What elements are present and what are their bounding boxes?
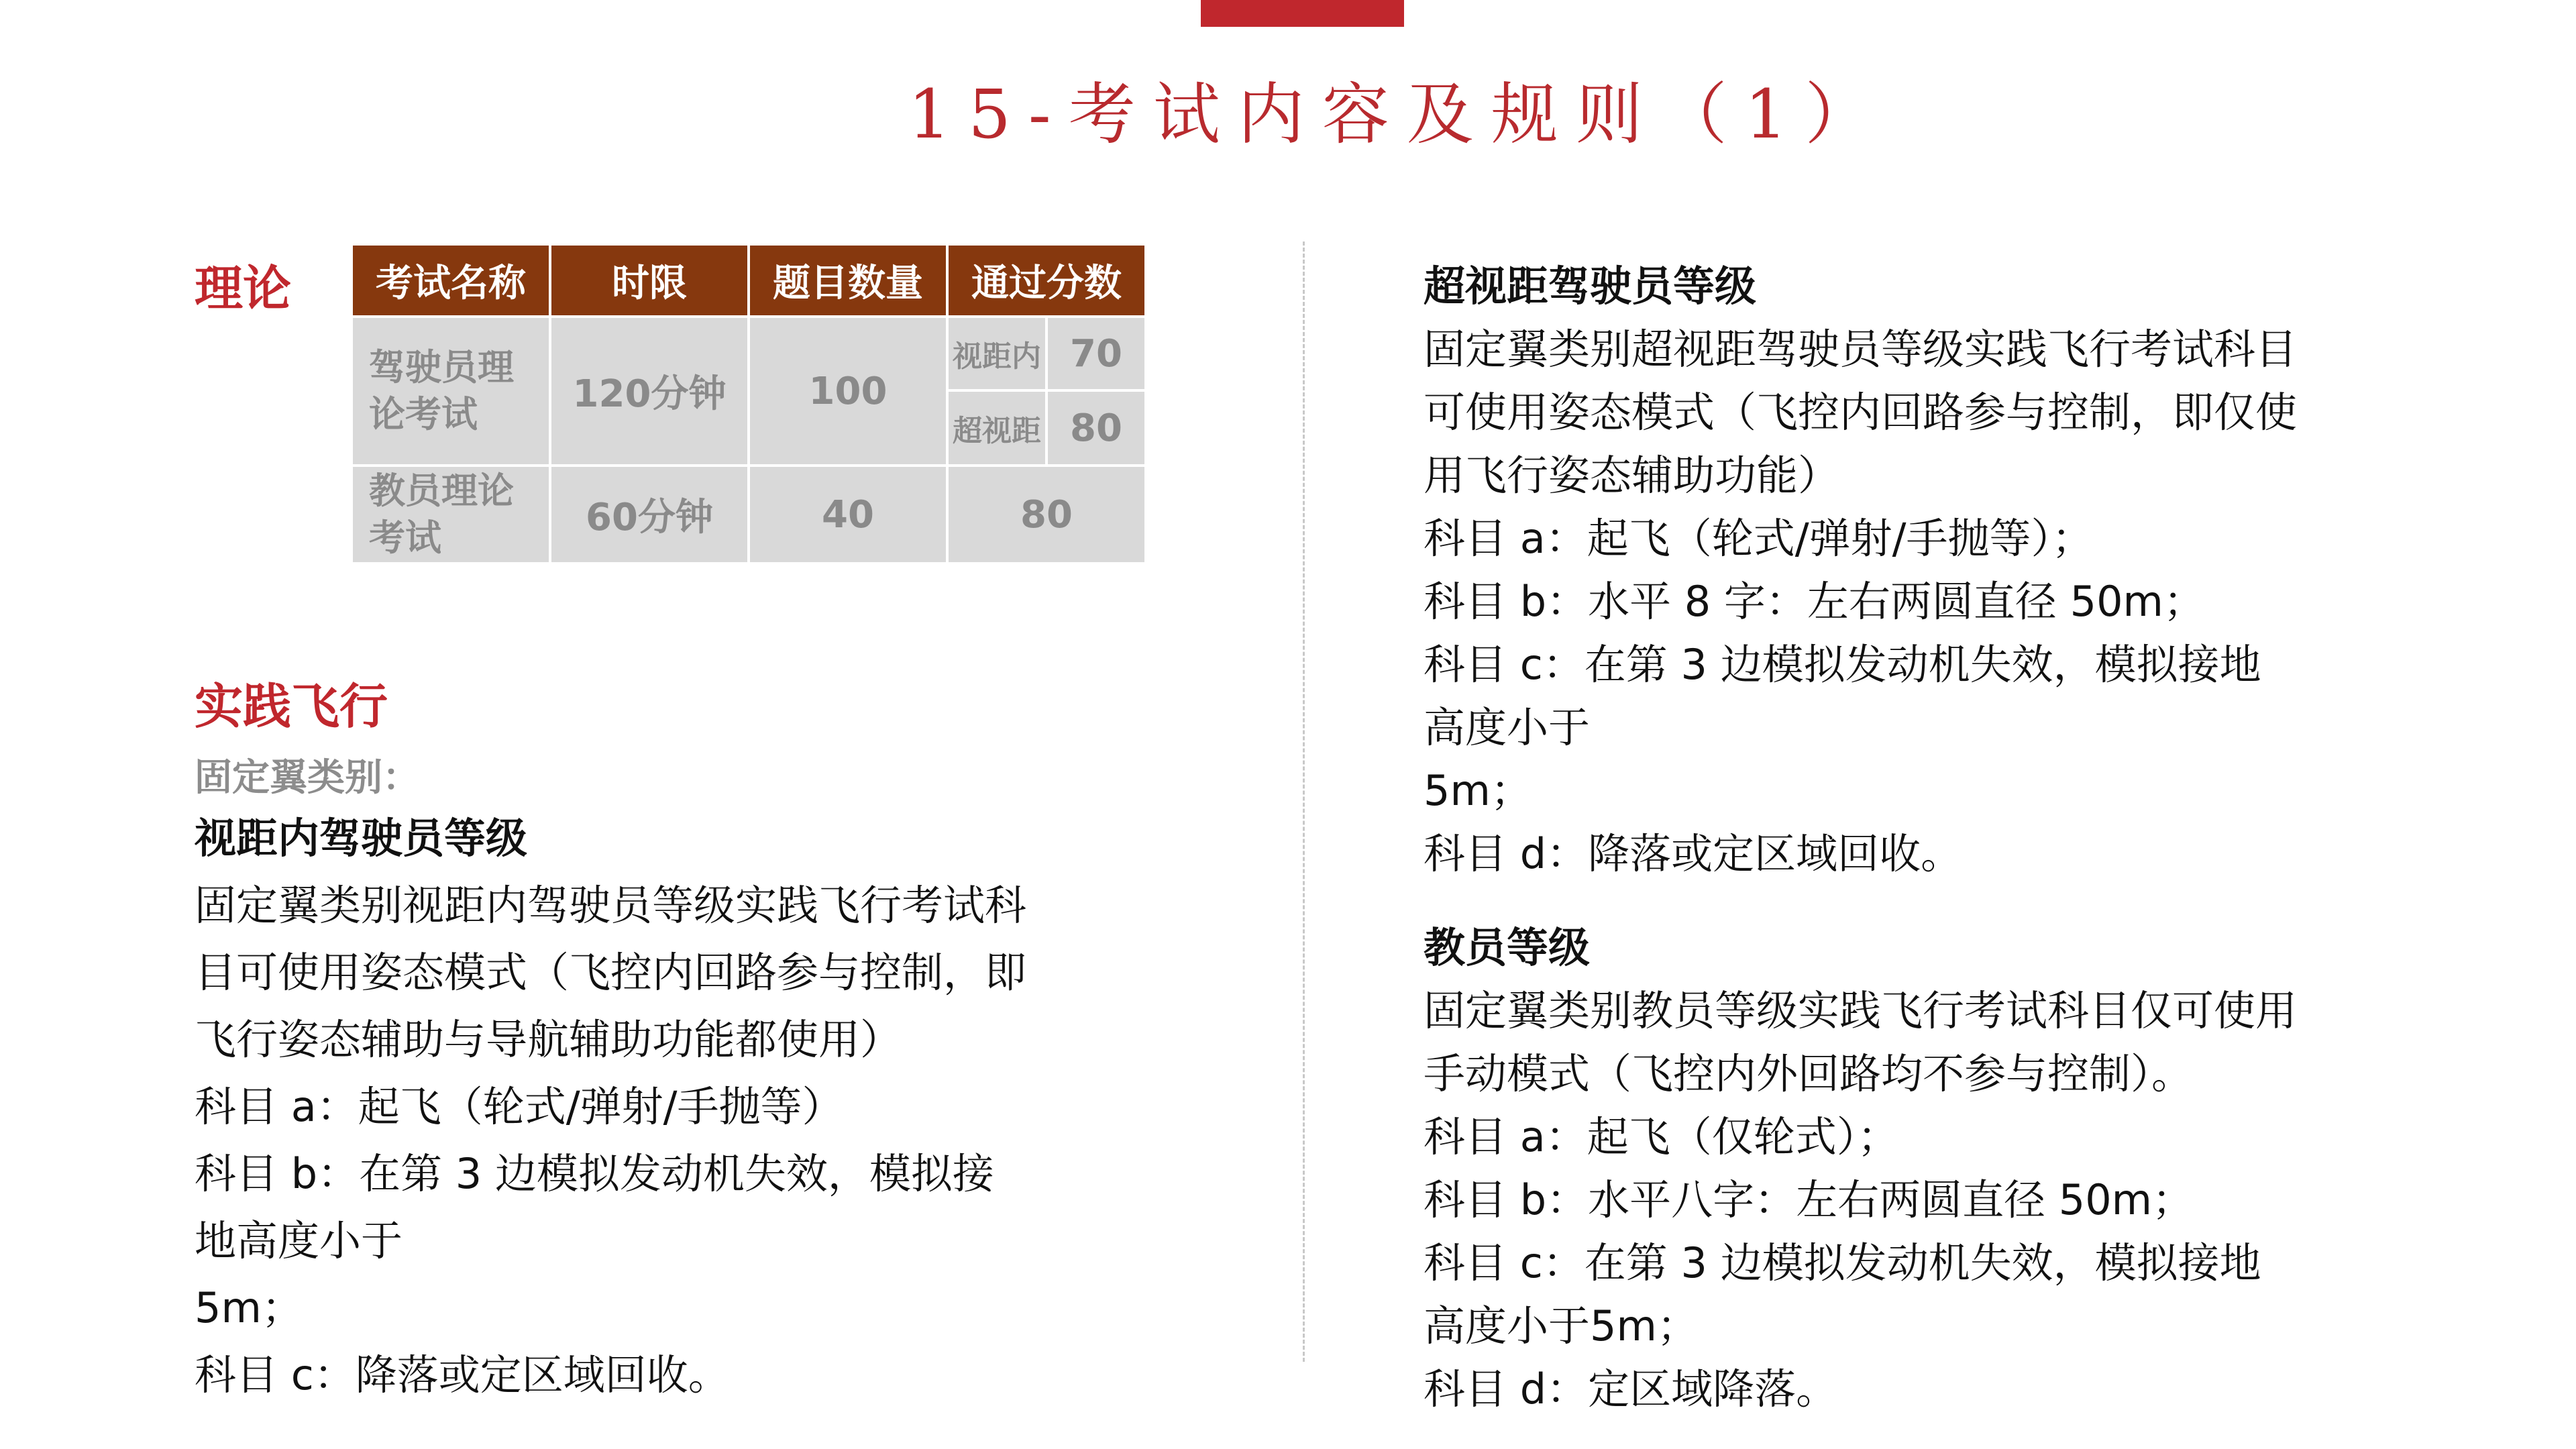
instructor-text-line: 手动模式（飞控内外回路均不参与控制）。 <box>1424 1049 2194 1098</box>
exam-name-cell <box>352 466 550 564</box>
bvlos-text-line: 科目 a：起飞（轮式/弹射/手抛等）； <box>1424 514 2094 563</box>
header-pass-score: 通过分数 <box>947 244 1146 317</box>
theory-exam-table <box>350 243 1147 565</box>
table-row <box>352 317 1146 390</box>
instructor-text-line: 科目 a：起飞（仅轮式）； <box>1424 1112 1899 1161</box>
page-title: 15-考试内容及规则（1） <box>908 75 1890 154</box>
instructor-text-line: 固定翼类别教员等级实践飞行考试科目仅可使用 <box>1424 986 2298 1035</box>
time-limit-cell: 60分钟 <box>550 466 749 564</box>
practice-label: 实践飞行 <box>195 678 388 735</box>
vlos-text-line: 5m； <box>195 1283 303 1332</box>
exam-name-line: 考试 <box>369 517 441 559</box>
vlos-text-line: 科目 c：降落或定区域回收。 <box>195 1350 730 1399</box>
vlos-heading: 视距内驾驶员等级 <box>195 814 528 863</box>
bvlos-text-line: 用飞行姿态辅助功能） <box>1424 451 1840 500</box>
exam-name-cell <box>352 317 550 466</box>
exam-name-line: 论考试 <box>369 393 478 435</box>
vlos-text-line: 科目 b：在第 3 边模拟发动机失效，模拟接 <box>195 1149 994 1198</box>
bvlos-text-line: 可使用姿态模式（飞控内回路参与控制，即仅使 <box>1424 388 2298 437</box>
header-exam-name: 考试名称 <box>352 244 550 317</box>
header-question-count: 题目数量 <box>749 244 947 317</box>
vlos-text-line: 地高度小于 <box>195 1216 403 1265</box>
vlos-text-line: 科目 a：起飞（轮式/弹射/手抛等） <box>195 1082 844 1131</box>
score-value-cell: 80 <box>1046 390 1146 466</box>
bvlos-heading: 超视距驾驶员等级 <box>1424 262 1757 311</box>
theory-label: 理论 <box>195 260 292 317</box>
bvlos-text-line: 科目 c：在第 3 边模拟发动机失效，模拟接地 <box>1424 640 2261 689</box>
column-divider <box>1303 241 1305 1362</box>
score-value-cell: 70 <box>1046 317 1146 390</box>
score-type-cell: 视距内 <box>947 317 1046 390</box>
header-time-limit: 时限 <box>550 244 749 317</box>
top-accent-bar <box>1201 0 1404 27</box>
bvlos-text-line: 固定翼类别超视距驾驶员等级实践飞行考试科目 <box>1424 325 2298 374</box>
vlos-text-line: 目可使用姿态模式（飞控内回路参与控制，即 <box>195 948 1027 997</box>
table-row <box>352 466 1146 564</box>
time-limit-cell: 120分钟 <box>550 317 749 466</box>
instructor-text-line: 科目 c：在第 3 边模拟发动机失效，模拟接地 <box>1424 1238 2261 1287</box>
pass-score-cell: 80 <box>947 466 1146 564</box>
vlos-text-line: 飞行姿态辅助与导航辅助功能都使用） <box>195 1015 902 1064</box>
question-count-cell: 40 <box>749 466 947 564</box>
instructor-text-line: 科目 b：水平八字：左右两圆直径 50m； <box>1424 1175 2194 1224</box>
instructor-text-line: 科目 d：定区域降落。 <box>1424 1364 1838 1413</box>
instructor-text-line: 高度小于5m； <box>1424 1301 1699 1350</box>
exam-name-line: 教员理论 <box>369 470 514 512</box>
table-header-row <box>352 244 1146 317</box>
section-gap <box>1424 885 2470 916</box>
question-count-cell: 100 <box>749 317 947 466</box>
right-column <box>1424 255 2470 1421</box>
bvlos-text-line: 科目 d：降落或定区域回收。 <box>1424 829 1963 878</box>
fixed-wing-category: 固定翼类别： <box>195 756 420 800</box>
instructor-heading: 教员等级 <box>1424 923 1591 972</box>
bvlos-text-line: 科目 b：水平 8 字：左右两圆直径 50m； <box>1424 577 2205 626</box>
score-type-cell: 超视距 <box>947 390 1046 466</box>
vlos-text-line: 固定翼类别视距内驾驶员等级实践飞行考试科 <box>195 881 1027 930</box>
bvlos-text-line: 高度小于 <box>1424 703 1591 752</box>
vlos-section <box>195 805 1174 1409</box>
bvlos-text-line: 5m； <box>1424 766 1532 815</box>
exam-name-line: 驾驶员理 <box>369 346 514 388</box>
